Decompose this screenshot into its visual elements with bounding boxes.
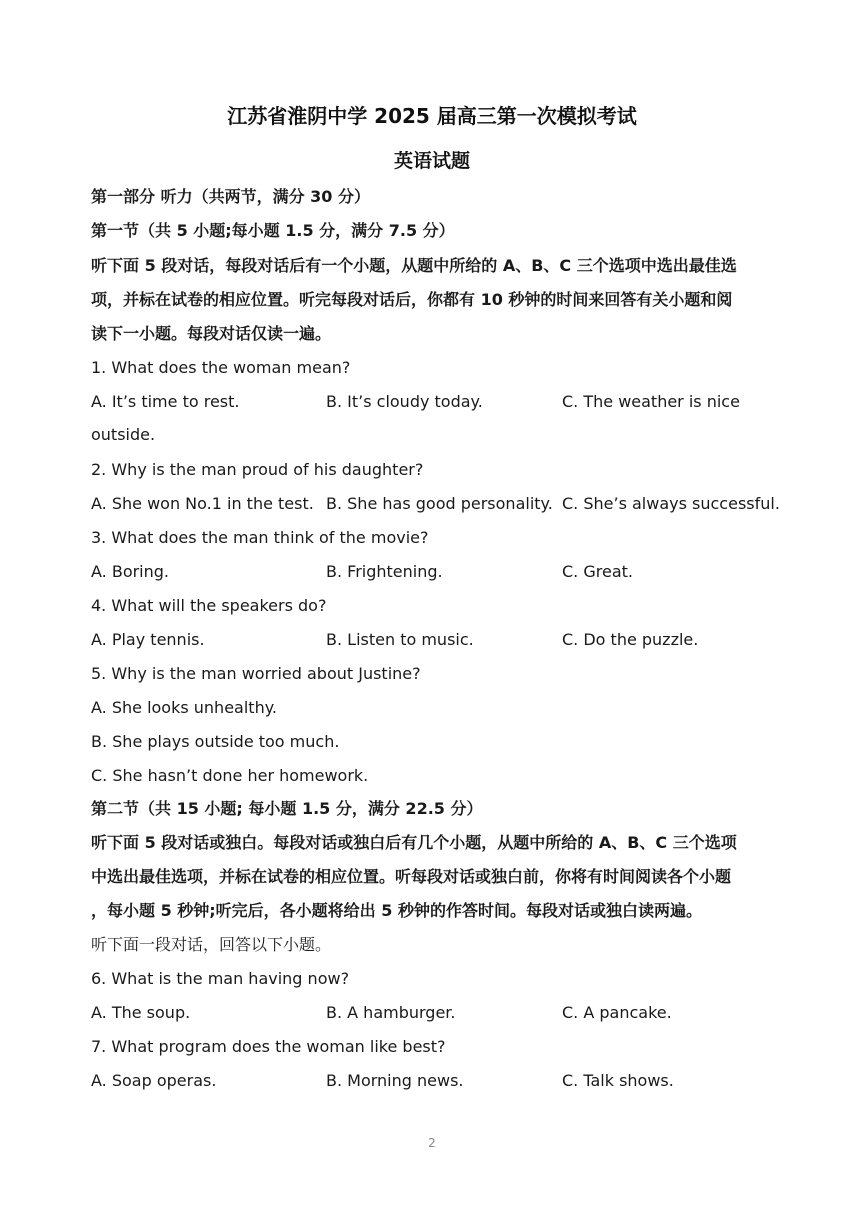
option-c-continuation: outside. [91,425,156,444]
section2-instruction-line: ，每小题 5 秒钟;听完后，各小题将给出 5 秒钟的作答时间。每段对话或独白读两遍。 [91,901,702,920]
part1-heading: 第一部分 听力（共两节，满分 30 分） [91,187,370,206]
exam-subtitle: 英语试题 [393,150,470,172]
question-stem: 1. What does the woman mean? [91,358,351,377]
option-a: A. Boring. [91,562,170,581]
option-b: B. She has good personality. [326,494,553,513]
option-c: C. She’s always successful. [562,494,780,513]
section2-instruction-line: 中选出最佳选项，并标在试卷的相应位置。听每段对话或独白前，你将有时间阅读各个小题 [91,867,732,886]
option-b: B. It’s cloudy today. [326,392,483,411]
option-c: C. Do the puzzle. [562,630,699,649]
question-stem: 2. Why is the man proud of his daughter? [91,460,424,479]
section1-heading: 第一节（共 5 小题;每小题 1.5 分，满分 7.5 分） [91,221,455,240]
option-c: C. Great. [562,562,633,581]
option-a: A. The soup. [91,1003,191,1022]
option-b: B. Morning news. [326,1071,464,1090]
option-a: A. It’s time to rest. [91,392,240,411]
section1-instruction-line: 项，并标在试卷的相应位置。听完每段对话后，你都有 10 秒钟的时间来回答有关小题和阅 [91,290,733,309]
dialogue-intro: 听下面一段对话，回答以下小题。 [91,935,332,954]
option-c: C. Talk shows. [562,1071,674,1090]
option-b: B. Frightening. [326,562,443,581]
option-b: B. Listen to music. [326,630,474,649]
option-a: A. Soap operas. [91,1071,217,1090]
page-number: 2 [428,1136,436,1150]
option-b: B. She plays outside too much. [91,732,340,751]
section1-instruction-line: 读下一小题。每段对话仅读一遍。 [91,324,332,343]
option-a: A. Play tennis. [91,630,205,649]
option-c: C. She hasn’t done her homework. [91,766,369,785]
question-stem: 6. What is the man having now? [91,969,350,988]
section1-instruction-line: 听下面 5 段对话，每段对话后有一个小题，从题中所给的 A、B、C 三个选项中选出最佳选 [91,256,737,275]
option-c: C. The weather is nice [562,392,740,411]
option-a: A. She won No.1 in the test. [91,494,314,513]
question-stem: 3. What does the man think of the movie? [91,528,429,547]
option-a: A. She looks unhealthy. [91,698,277,717]
option-c: C. A pancake. [562,1003,672,1022]
option-b: B. A hamburger. [326,1003,456,1022]
section2-instruction-line: 听下面 5 段对话或独白。每段对话或独白后有几个小题，从题中所给的 A、B、C 三个选项 [91,833,737,852]
section2-heading: 第二节（共 15 小题; 每小题 1.5 分，满分 22.5 分） [91,799,483,818]
question-stem: 7. What program does the woman like best? [91,1037,446,1056]
question-stem: 5. Why is the man worried about Justine? [91,664,421,683]
question-stem: 4. What will the speakers do? [91,596,327,615]
exam-title: 江苏省淮阴中学 2025 届高三第一次模拟考试 [227,104,637,128]
